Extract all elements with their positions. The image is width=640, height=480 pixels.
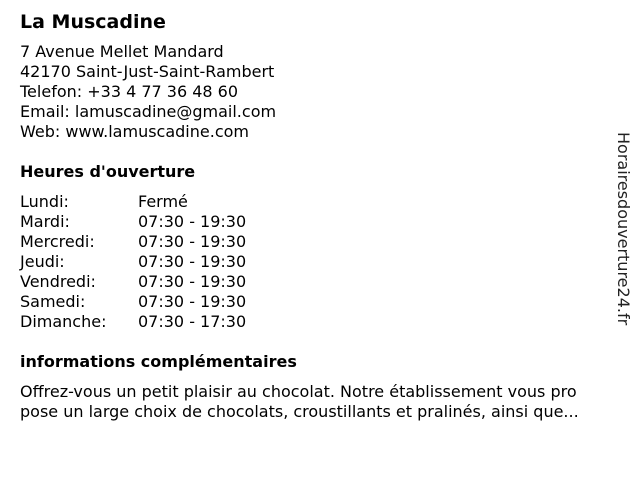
hours-time: 07:30 - 19:30 — [138, 292, 247, 311]
hours-row — [20, 272, 246, 292]
hours-day: Dimanche: — [20, 312, 107, 331]
hours-day: Lundi: — [20, 192, 69, 211]
business-name: La Muscadine — [20, 11, 166, 33]
info-heading: informations complémentaires — [20, 352, 297, 371]
hours-time: 07:30 - 19:30 — [138, 272, 247, 291]
hours-time: 07:30 - 19:30 — [138, 232, 247, 251]
hours-row — [20, 252, 246, 272]
contact-block — [20, 42, 620, 142]
info-description — [20, 382, 620, 422]
business-card — [20, 10, 620, 422]
hours-row — [20, 292, 246, 312]
hours-time: Fermé — [138, 192, 188, 211]
hours-time: 07:30 - 17:30 — [138, 312, 247, 331]
watermark-text: Horairesdouverture24.fr — [614, 132, 633, 326]
hours-day: Mardi: — [20, 212, 70, 231]
hours-table — [20, 192, 246, 332]
hours-time: 07:30 - 19:30 — [138, 252, 247, 271]
info-line-2: pose un large choix de chocolats, croustillants et pralinés, ainsi que... — [20, 402, 579, 421]
info-line-1: Offrez-vous un petit plaisir au chocolat. Notre établissement vous pro — [20, 382, 577, 401]
hours-day: Jeudi: — [20, 252, 65, 271]
address-line-2: 42170 Saint-Just-Saint-Rambert — [20, 62, 275, 81]
hours-heading: Heures d'ouverture — [20, 162, 196, 181]
hours-row — [20, 192, 246, 212]
address-line-1: 7 Avenue Mellet Mandard — [20, 42, 224, 61]
hours-day: Mercredi: — [20, 232, 95, 251]
phone-text: Telefon: +33 4 77 36 48 60 — [20, 82, 239, 101]
hours-day: Vendredi: — [20, 272, 96, 291]
site-watermark — [612, 132, 634, 347]
hours-day: Samedi: — [20, 292, 86, 311]
email-text: Email: lamuscadine@gmail.com — [20, 102, 277, 121]
hours-time: 07:30 - 19:30 — [138, 212, 247, 231]
hours-row — [20, 212, 246, 232]
web-text: Web: www.lamuscadine.com — [20, 122, 249, 141]
hours-row — [20, 312, 246, 332]
hours-row — [20, 232, 246, 252]
